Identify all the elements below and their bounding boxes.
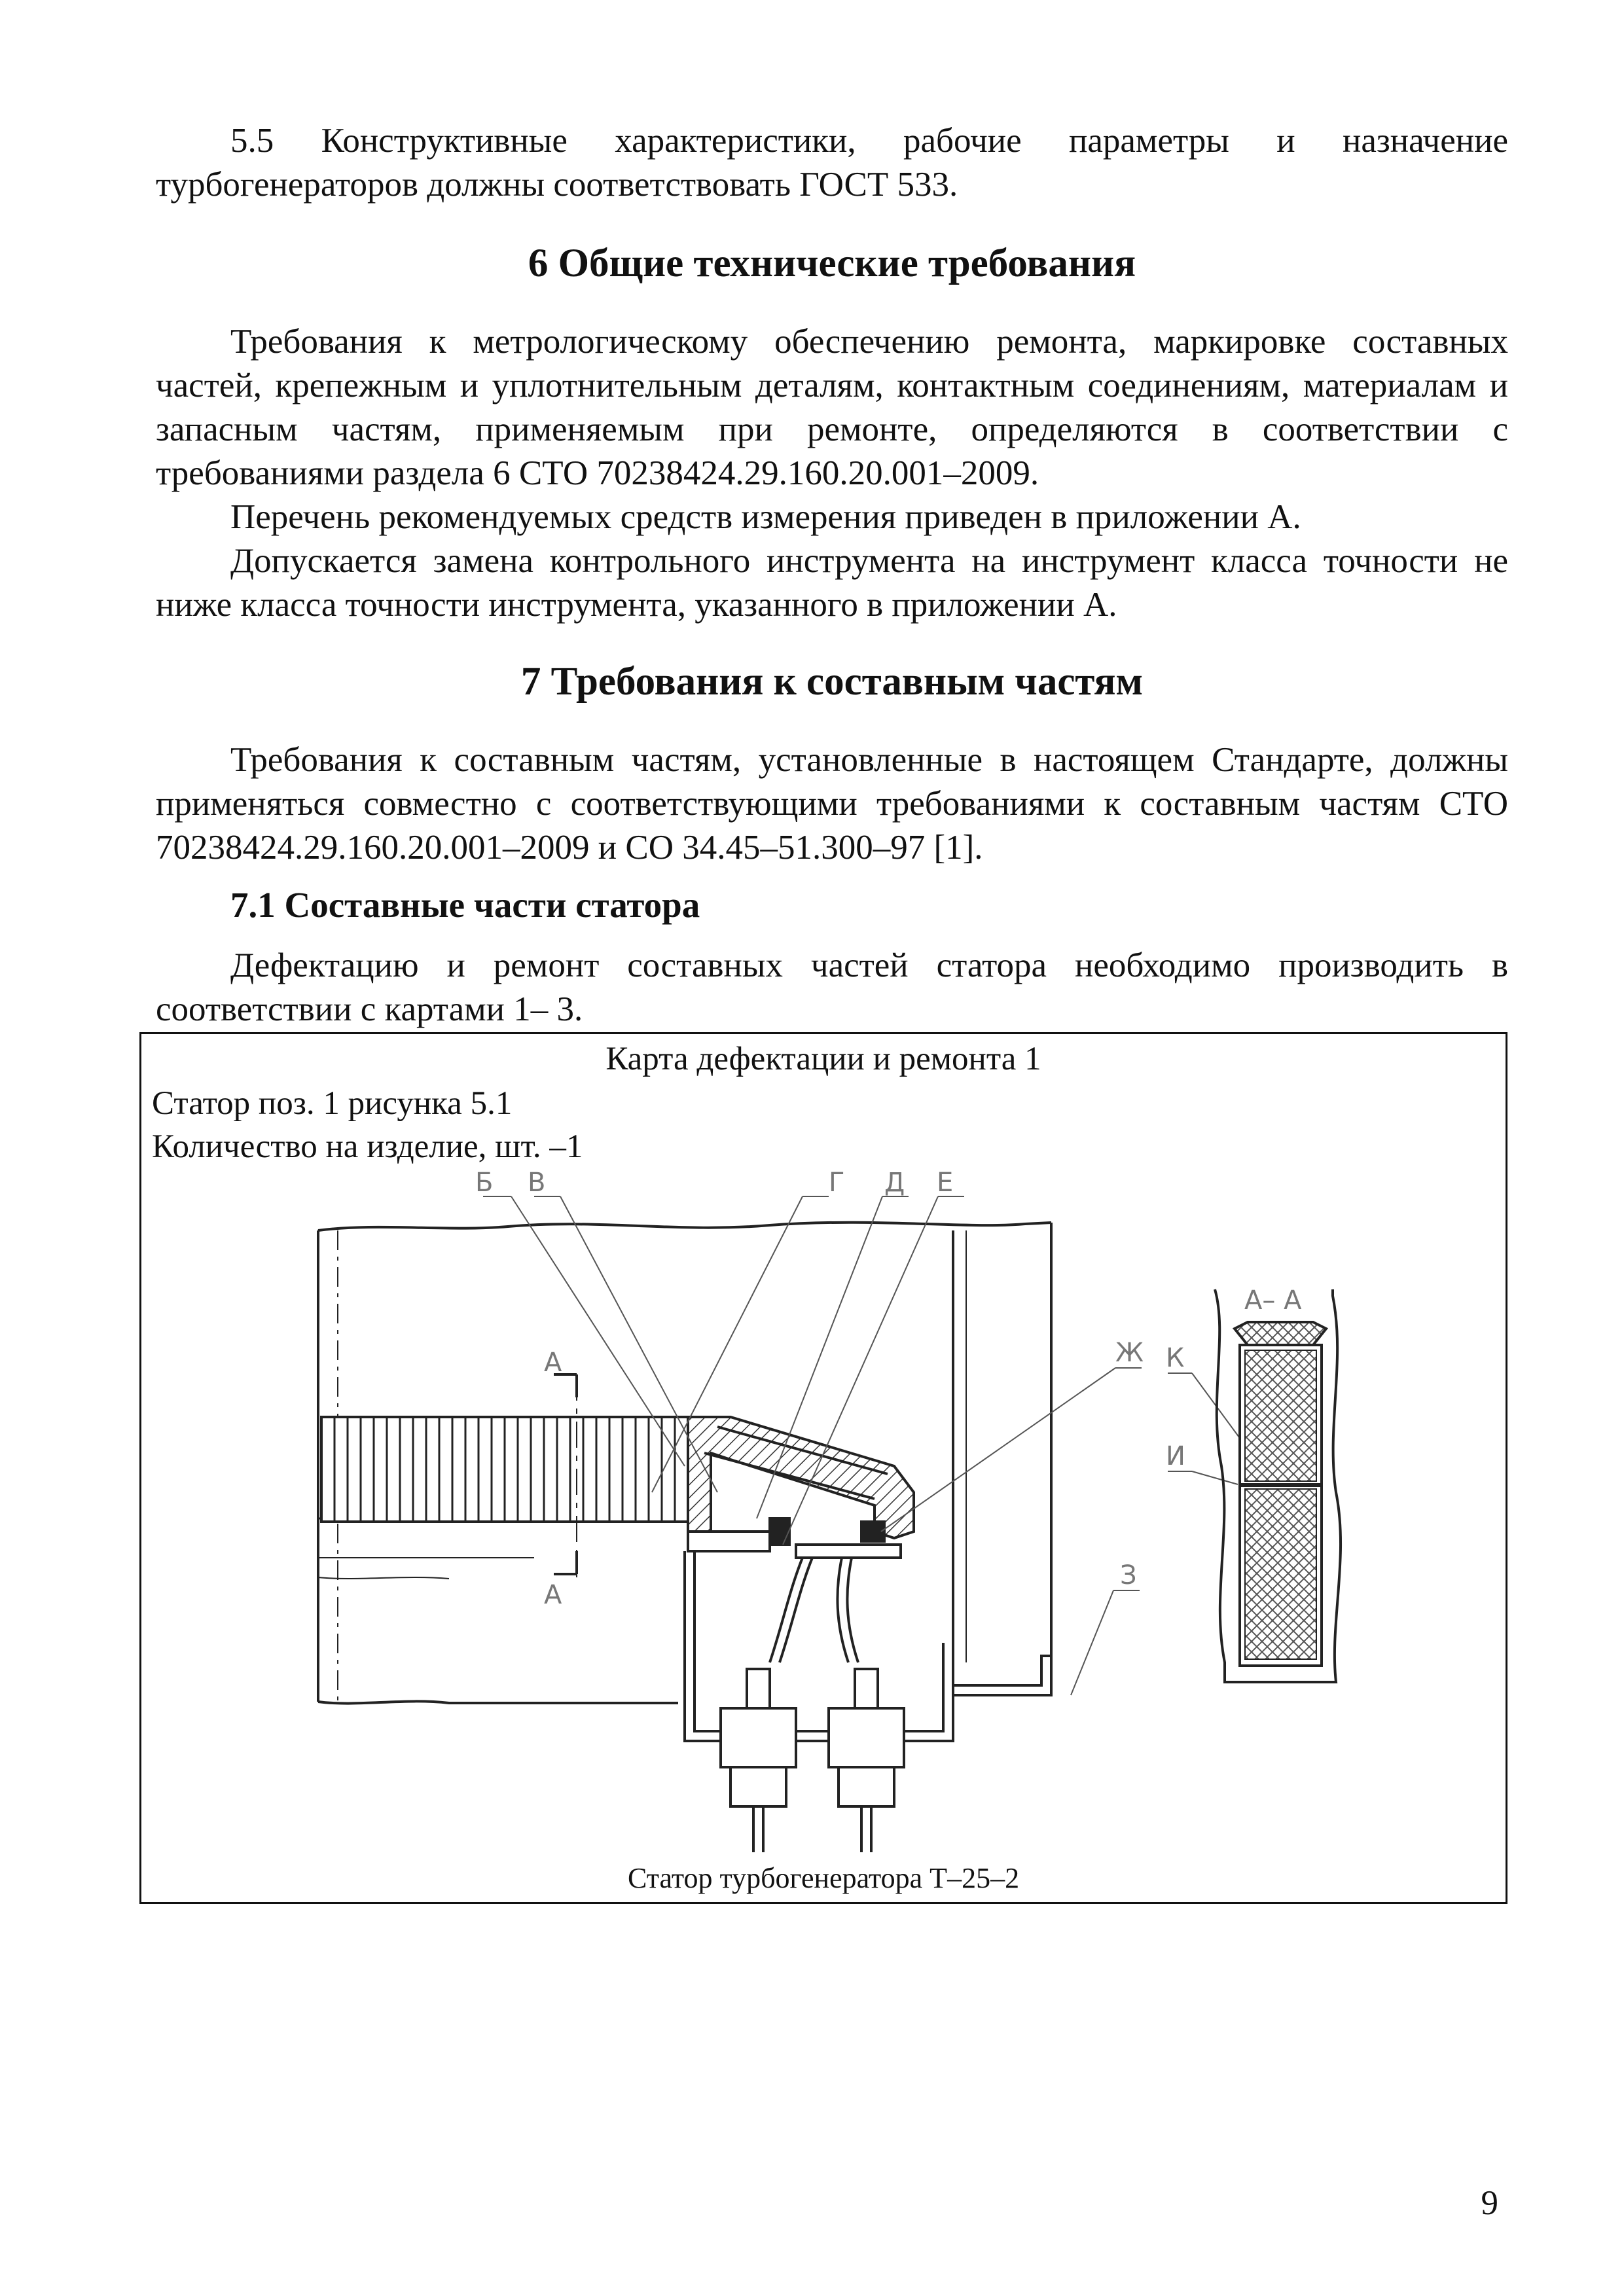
card-caption: Статор турбогенератора Т–25–2: [627, 1862, 1020, 1894]
label-e: Е: [937, 1168, 954, 1198]
label-z: З: [1120, 1560, 1137, 1590]
section-aa-view: [1215, 1289, 1341, 1682]
section-6-heading: 6 Общие технические требования: [528, 242, 1136, 285]
section-6-paragraph-3: Допускается замена контрольного инструмента на инструмент класса точности не ниже класса точности инструмента, указанного в приложении А.: [156, 542, 1508, 624]
label-section-aa: А– А: [1244, 1285, 1302, 1316]
label-zh: Ж: [1115, 1338, 1144, 1368]
section-7-1-paragraph: Дефектацию и ремонт составных частей статора необходимо производить в соответствии с картами 1– 3.: [156, 946, 1508, 1028]
label-a-top: А: [544, 1348, 562, 1378]
section-6-paragraph-1: Требования к метрологическому обеспечению ремонта, маркировке составных частей, крепежным и уплотнительным деталям, контактным соединениям, материалам и запасным частям, применяемым при ремонте, определяются в соответствии с требованиями раздела 6 СТО 70238424.29.160.20.001–2009.: [156, 323, 1508, 492]
label-g: Г: [829, 1168, 845, 1198]
stator-drawing: [141, 1034, 1506, 1902]
core-laminations: [321, 1417, 688, 1522]
label-b: Б: [475, 1168, 494, 1198]
card-part-line: Статор поз. 1 рисунка 5.1: [152, 1085, 513, 1122]
card-quantity-line: Количество на изделие, шт. –1: [152, 1128, 583, 1165]
section-7-paragraph-1: Требования к составным частям, установленные в настоящем Стандарте, должны применяться совместно с соответствующими требованиями к составным частям СТО 70238424.29.160.20.001–2009 и СО 34.45–51.300–97 [1].: [156, 741, 1508, 867]
end-winding: [688, 1417, 914, 1558]
section-6-paragraph-2: Перечень рекомендуемых средств измерения приведен в приложении А.: [230, 498, 1301, 536]
label-i: И: [1166, 1441, 1185, 1471]
defect-repair-card: [139, 1032, 1507, 1904]
section-7-heading: 7 Требования к составным частям: [520, 660, 1144, 704]
label-d: Д: [884, 1168, 905, 1198]
card-title: Карта дефектации и ремонта 1: [605, 1041, 1041, 1077]
label-a-bottom: А: [544, 1580, 562, 1610]
terminal-box: [685, 1551, 1051, 1852]
paragraph-5-5: 5.5 Конструктивные характеристики, рабочие параметры и назначение турбогенераторов должны соответствовать ГОСТ 533.: [156, 122, 1508, 204]
label-k: К: [1166, 1343, 1185, 1373]
subsection-7-1-heading: 7.1 Составные части статора: [230, 885, 700, 925]
label-v: В: [528, 1168, 546, 1198]
page-number: 9: [1481, 2184, 1498, 2222]
